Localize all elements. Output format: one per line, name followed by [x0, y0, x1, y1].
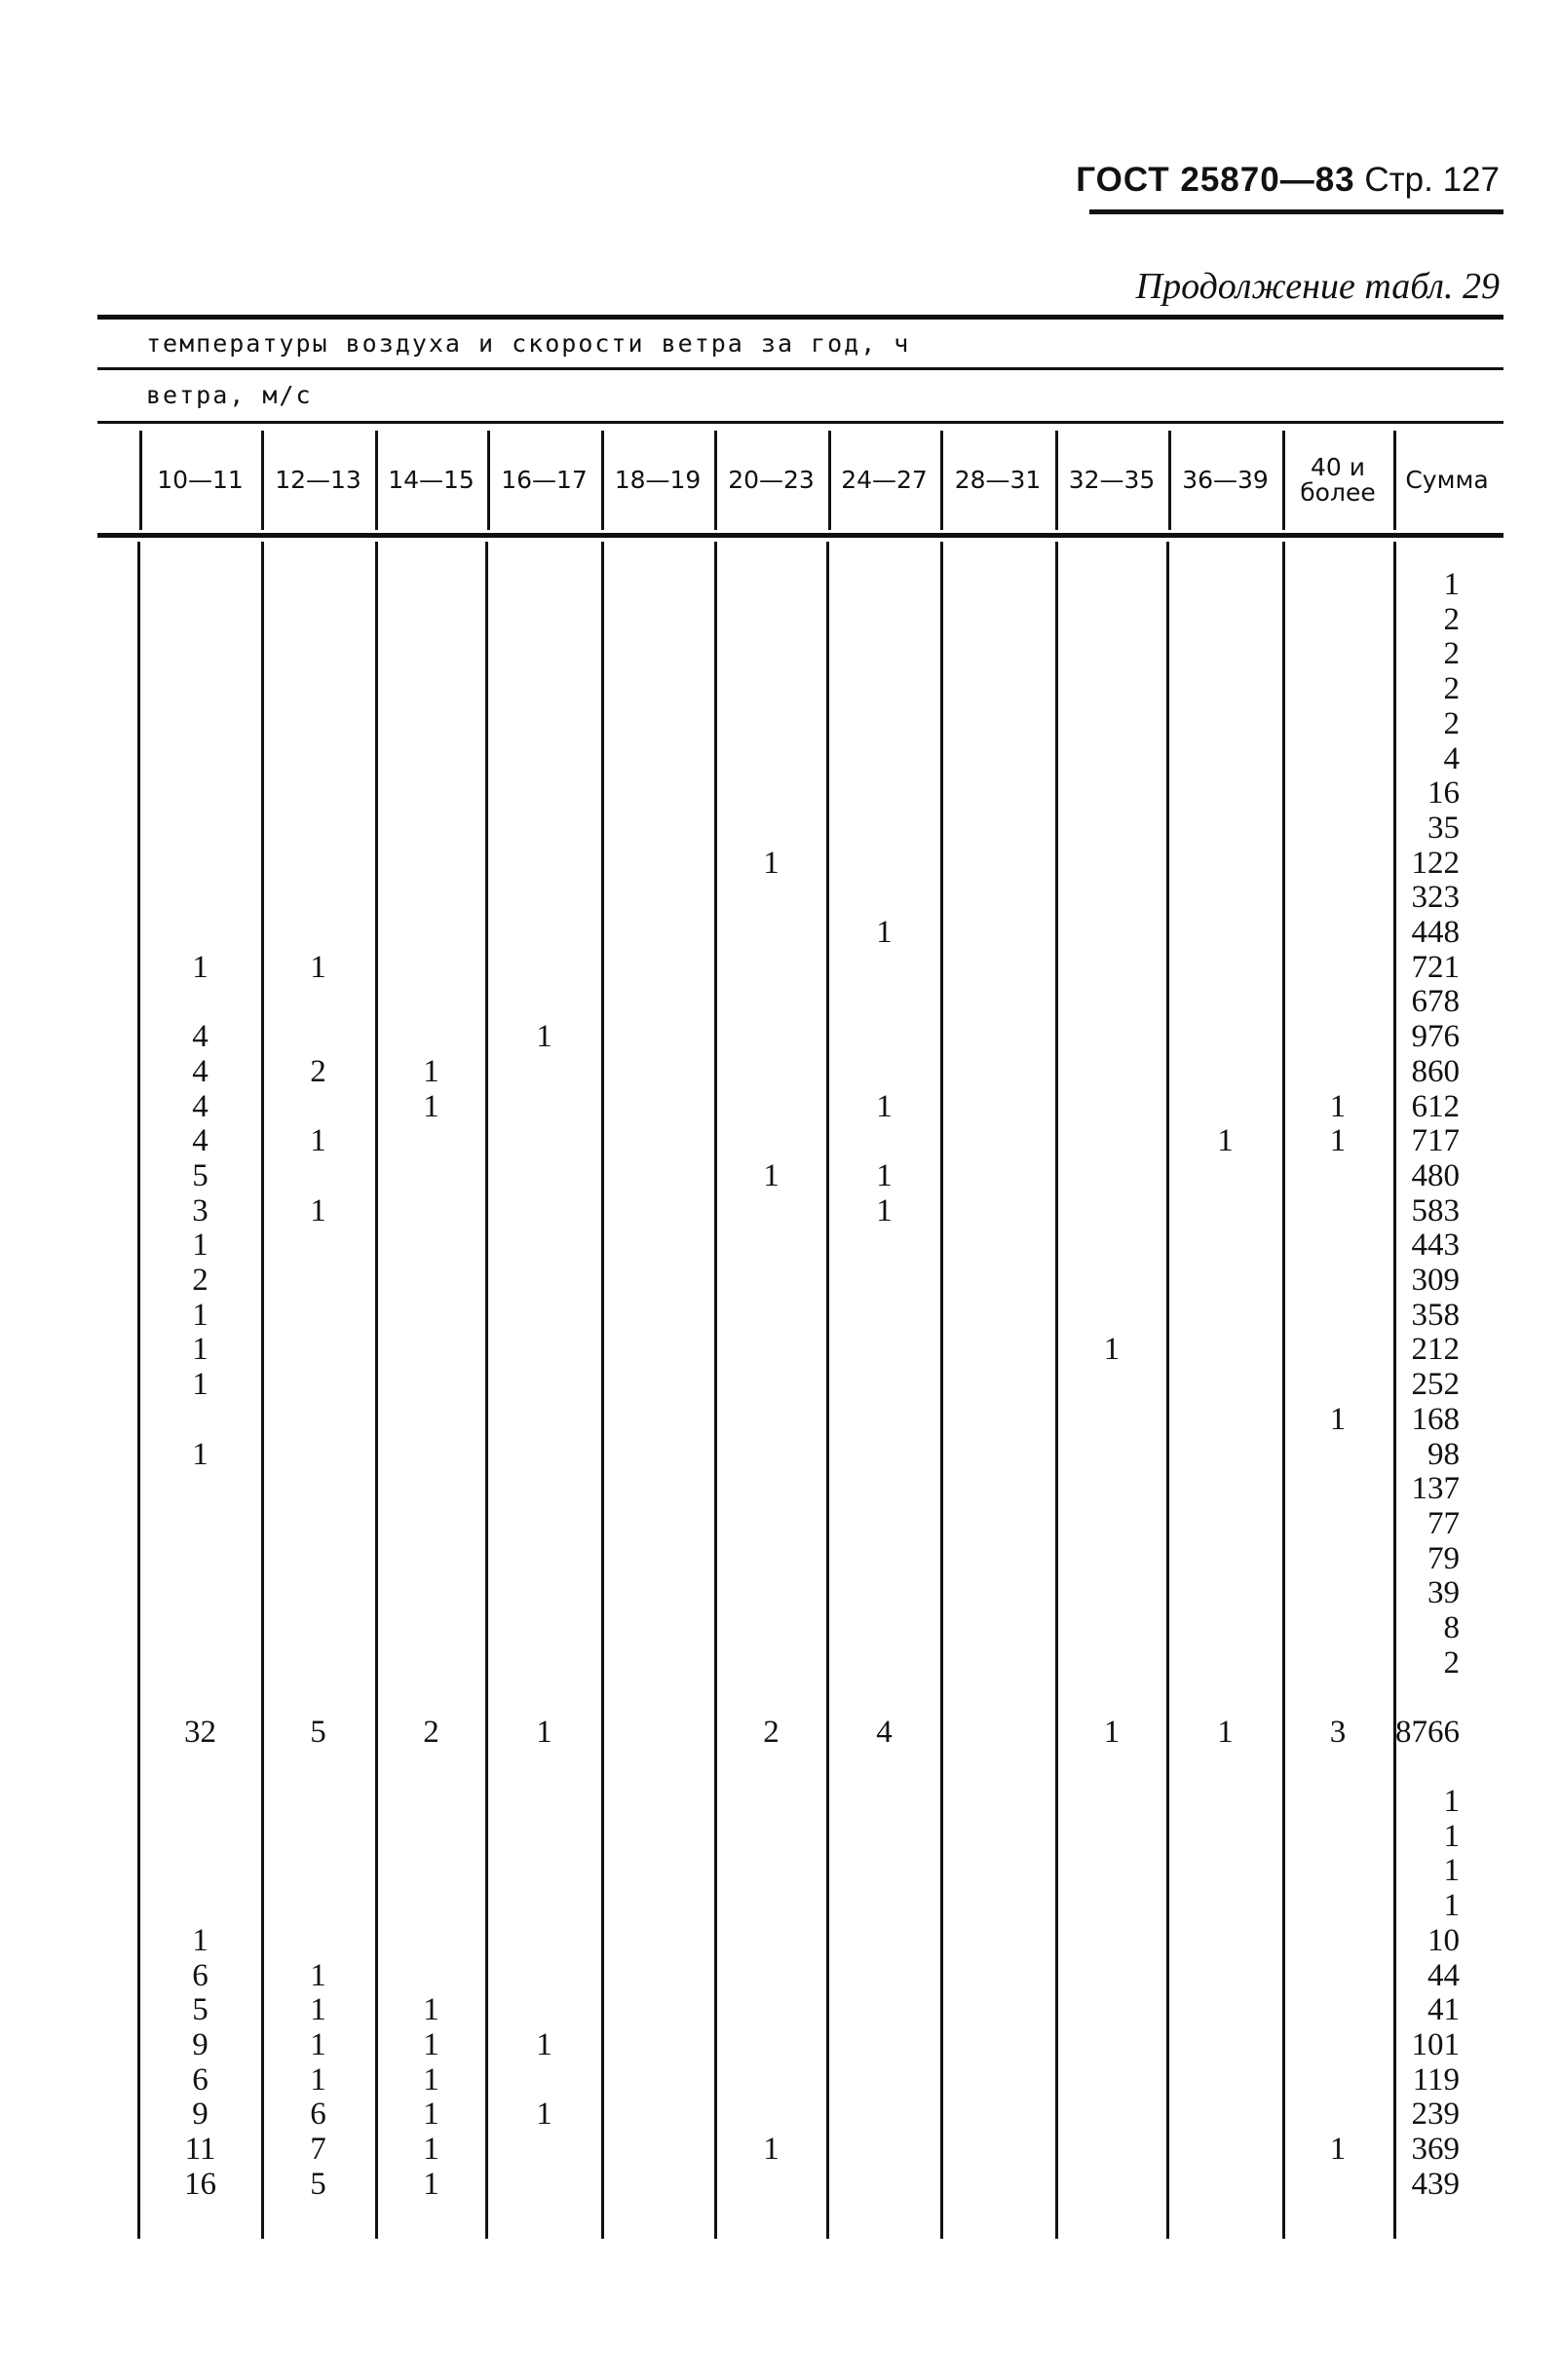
table-cell: 1: [310, 1958, 326, 1993]
row-sum-cell: 137: [1411, 1471, 1460, 1506]
table-cell: 1: [192, 1228, 209, 1263]
body-column-divider: [940, 542, 943, 2239]
table-cell: 1: [876, 1089, 893, 1124]
standard-number: ГОСТ 25870—83: [1076, 161, 1355, 199]
table-cell: 1: [763, 2132, 780, 2167]
table-cell: 1: [1329, 1402, 1347, 1437]
row-sum-cell: 2: [1443, 636, 1460, 671]
row-sum-cell: 717: [1411, 1123, 1460, 1158]
table-cell: 1: [423, 2062, 439, 2097]
row-sum-cell: 77: [1427, 1506, 1460, 1541]
row-sum-cell: 612: [1411, 1089, 1460, 1124]
table-cell: 9: [192, 2027, 209, 2062]
table-cell: 1: [310, 950, 326, 985]
table-cell: 1: [310, 1193, 326, 1228]
table-cell: 2: [192, 1263, 209, 1298]
table-cell: 1: [192, 1923, 209, 1958]
table-cell: 11: [184, 2132, 216, 2167]
row-sum-cell: 439: [1411, 2167, 1460, 2202]
column-header: 28—31: [954, 465, 1042, 494]
row-sum-cell: 212: [1411, 1332, 1460, 1367]
table-cell: 1: [423, 1089, 439, 1124]
table-cell: 1: [192, 1437, 209, 1472]
table-cell: 2: [310, 1054, 326, 1089]
body-column-divider: [1055, 542, 1058, 2239]
page-header: [1076, 161, 1500, 200]
table-cell: 1: [536, 2027, 552, 2062]
row-sum-cell: 323: [1411, 880, 1460, 915]
row-sum-cell: 122: [1411, 846, 1460, 881]
table-cell: 6: [192, 2062, 209, 2097]
body-column-divider: [485, 542, 488, 2239]
table-cell: 1: [876, 915, 893, 950]
row-sum-cell: 35: [1427, 811, 1460, 846]
row-sum-cell: 1: [1443, 1888, 1460, 1923]
table-cell: 6: [310, 2097, 326, 2132]
body-column-divider: [714, 542, 717, 2239]
page-number: Стр. 127: [1364, 161, 1500, 199]
row-sum-cell: 1: [1443, 1853, 1460, 1888]
table-cell: 1: [310, 2027, 326, 2062]
table-cell: 1: [192, 1367, 209, 1402]
caption-rule: [97, 367, 1503, 370]
row-sum-cell: 252: [1411, 1367, 1460, 1402]
row-sum-cell: 860: [1411, 1054, 1460, 1089]
row-sum-cell: 443: [1411, 1228, 1460, 1263]
row-sum-cell: 976: [1411, 1019, 1460, 1054]
row-sum-cell: 2: [1443, 602, 1460, 637]
table-cell: 1: [536, 2097, 552, 2132]
column-header: 18—19: [614, 465, 702, 494]
column-header: 32—35: [1068, 465, 1156, 494]
row-sum-cell: 448: [1411, 915, 1460, 950]
column-header: 20—23: [728, 465, 815, 494]
table-cell: 1: [192, 1332, 209, 1367]
table-cell: 1: [1103, 1332, 1121, 1367]
table-cell: 1: [310, 1123, 326, 1158]
table-cell: 1: [763, 846, 780, 881]
table-cell: 1: [423, 2027, 439, 2062]
table-caption-top: температуры воздуха и скорости ветра за год, ч: [146, 329, 911, 358]
row-sum-cell: 358: [1411, 1298, 1460, 1333]
row-sum-cell: 583: [1411, 1193, 1460, 1228]
row-sum-cell: 2: [1443, 1645, 1460, 1681]
table-cell: 4: [192, 1054, 209, 1089]
table-cell: 1: [192, 950, 209, 985]
table-cell: 1: [310, 1992, 326, 2027]
table-cell: 3: [192, 1193, 209, 1228]
table-cell: 1: [1329, 2132, 1347, 2167]
body-column-divider: [826, 542, 829, 2239]
table-cell: 2: [423, 1715, 439, 1750]
table-cell: 2: [763, 1715, 780, 1750]
row-sum-cell: 79: [1427, 1541, 1460, 1576]
table-cell: 3: [1329, 1715, 1347, 1750]
row-sum-cell: 309: [1411, 1263, 1460, 1298]
column-header: Сумма: [1405, 465, 1489, 494]
table-cell: 4: [876, 1715, 893, 1750]
row-sum-cell: 44: [1427, 1958, 1460, 1993]
table-cell: 1: [423, 2097, 439, 2132]
table-cell: 1: [192, 1298, 209, 1333]
table-cell: 1: [423, 1054, 439, 1089]
row-sum-cell: 41: [1427, 1992, 1460, 2027]
row-sum-cell: 98: [1427, 1437, 1460, 1472]
row-sum-cell: 480: [1411, 1158, 1460, 1193]
header-bottom-rule: [97, 533, 1503, 538]
table-cell: 1: [310, 2062, 326, 2097]
table-cell: 1: [423, 2167, 439, 2202]
row-sum-cell: 2: [1443, 706, 1460, 741]
table-cell: 1: [1329, 1123, 1347, 1158]
table-cell: 1: [876, 1158, 893, 1193]
body-column-divider: [375, 542, 378, 2239]
table-cell: 5: [310, 1715, 326, 1750]
table-cell: 1: [1217, 1715, 1234, 1750]
row-sum-cell: 101: [1411, 2027, 1460, 2062]
subcaption-rule: [97, 421, 1503, 424]
row-sum-cell: 119: [1412, 2062, 1460, 2097]
table-cell: 32: [184, 1715, 216, 1750]
column-header: 10—11: [157, 465, 244, 494]
table-cell: 1: [876, 1193, 893, 1228]
body-column-divider: [1166, 542, 1169, 2239]
row-sum-cell: 1: [1443, 1819, 1460, 1854]
row-sum-cell: 10: [1427, 1923, 1460, 1958]
body-column-divider: [601, 542, 604, 2239]
table-cell: 6: [192, 1958, 209, 1993]
row-sum-cell: 8766: [1395, 1715, 1460, 1750]
row-sum-cell: 239: [1411, 2097, 1460, 2132]
table-cell: 4: [192, 1089, 209, 1124]
table-cell: 1: [1329, 1089, 1347, 1124]
table-cell: 5: [192, 1992, 209, 2027]
table-cell: 1: [1217, 1123, 1234, 1158]
row-sum-cell: 8: [1443, 1610, 1460, 1645]
table-cell: 1: [536, 1715, 552, 1750]
table-cell: 4: [192, 1123, 209, 1158]
row-sum-cell: 39: [1427, 1575, 1460, 1610]
row-sum-cell: 2: [1443, 671, 1460, 706]
row-sum-cell: 369: [1411, 2132, 1460, 2167]
column-header: 12—13: [275, 465, 361, 494]
column-header: 14—15: [388, 465, 475, 494]
row-sum-cell: 721: [1411, 950, 1460, 985]
row-sum-cell: 678: [1411, 984, 1460, 1019]
row-sum-cell: 1: [1443, 567, 1460, 602]
row-sum-cell: 1: [1443, 1784, 1460, 1819]
column-header: 16—17: [501, 465, 588, 494]
body-column-divider: [1282, 542, 1285, 2239]
row-sum-cell: 168: [1411, 1402, 1460, 1437]
row-sum-cell: 4: [1443, 741, 1460, 776]
table-cell: 7: [310, 2132, 326, 2167]
header-rule: [1089, 209, 1503, 214]
table-caption-sub: ветра, м/с: [146, 381, 313, 409]
column-header: 36—39: [1182, 465, 1269, 494]
table-cell: 4: [192, 1019, 209, 1054]
table-top-rule: [97, 315, 1503, 320]
column-header: 24—27: [841, 465, 928, 494]
continuation-label: Продолжение табл. 29: [1135, 266, 1500, 307]
table-cell: 1: [423, 1992, 439, 2027]
row-sum-cell: 16: [1427, 775, 1460, 811]
table-cell: 16: [184, 2167, 216, 2202]
table-cell: 5: [310, 2167, 326, 2202]
table-cell: 1: [1103, 1715, 1121, 1750]
table-cell: 9: [192, 2097, 209, 2132]
table-cell: 1: [536, 1019, 552, 1054]
column-header: 40 и более: [1300, 452, 1376, 507]
table-cell: 1: [763, 1158, 780, 1193]
table-cell: 1: [423, 2132, 439, 2167]
table-cell: 5: [192, 1158, 209, 1193]
